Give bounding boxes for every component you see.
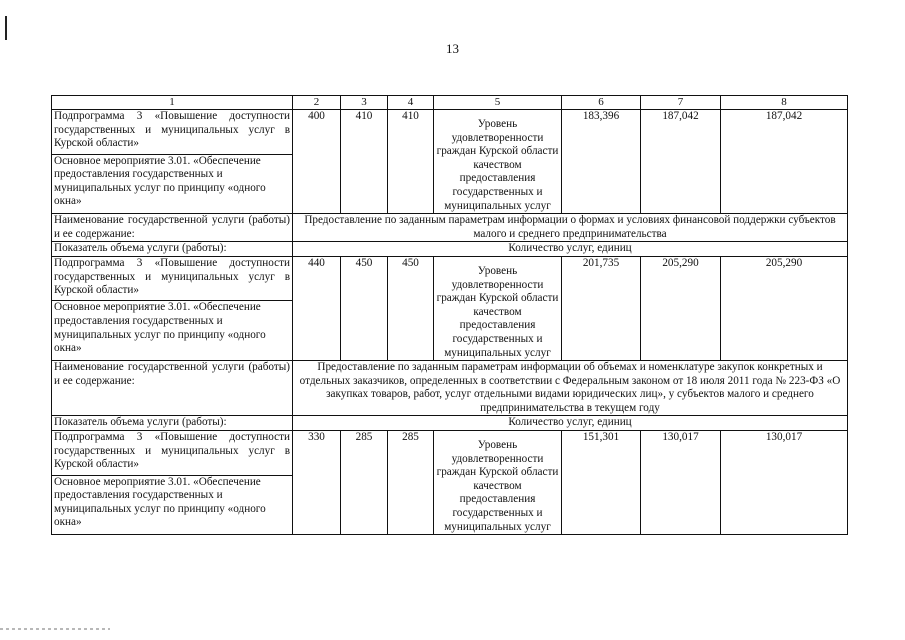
value-col-2: 440 — [293, 256, 341, 360]
col-header: 2 — [293, 96, 341, 110]
indicator-cell — [434, 256, 562, 360]
value-col-2: 330 — [293, 431, 341, 535]
scan-artifact — [0, 628, 110, 630]
subprogram-name: Подпрограмма 3 «Повышение доступности государственных и муниципальных услуг в Курской области» — [52, 110, 293, 155]
table-row — [52, 416, 848, 431]
value-col-7: 187,042 — [641, 110, 721, 214]
value-col-3: 285 — [341, 431, 388, 535]
scan-margin-mark — [5, 16, 7, 40]
volume-indicator-label: Показатель объема услуги (работы): — [52, 242, 293, 257]
indicator-text: Уровень удовлетворенности граждан Курской области качеством предоставления государственных и муниципальных услуг — [436, 264, 559, 359]
service-description: Предоставление по заданным параметрам информации о формах и условиях финансовой поддержки субъектов малого и среднего предпринимательства — [293, 214, 848, 242]
table-row — [52, 431, 848, 476]
activity-name: Основное мероприятие 3.01. «Обеспечение предоставления государственных и муниципальных услуг по принципу «одного окна» — [52, 154, 293, 214]
service-description: Предоставление по заданным параметрам информации об объемах и номенклатуре закупок конкретных и отдельных заказчиков, определенных в соответствии с Федеральным законом от 18 июля 2011 года № 223-ФЗ «О закупках товаров, работ, услуг отдельными видами юридических лиц», у субъектов малого и среднего предпринимательства в текущем году — [293, 361, 848, 416]
table-row — [52, 242, 848, 257]
value-col-4: 410 — [388, 110, 434, 214]
value-col-7: 205,290 — [641, 256, 721, 360]
indicator-text: Уровень удовлетворенности граждан Курской области качеством предоставления государственных и муниципальных услуг — [436, 118, 559, 212]
col-header: 1 — [52, 96, 293, 110]
volume-indicator-value: Количество услуг, единиц — [293, 416, 848, 431]
value-col-7: 130,017 — [641, 431, 721, 535]
table-row — [52, 256, 848, 301]
value-col-2: 400 — [293, 110, 341, 214]
value-col-8: 205,290 — [721, 256, 848, 360]
table-row — [52, 214, 848, 242]
col-header: 6 — [562, 96, 641, 110]
subprogram-name: Подпрограмма 3 «Повышение доступности государственных и муниципальных услуг в Курской области» — [52, 431, 293, 476]
indicator-text: Уровень удовлетворенности граждан Курской области качеством предоставления государственных и муниципальных услуг — [436, 439, 559, 533]
subprogram-name: Подпрограмма 3 «Повышение доступности государственных и муниципальных услуг в Курской области» — [52, 256, 293, 301]
col-header: 4 — [388, 96, 434, 110]
column-number-row — [52, 96, 848, 110]
col-header: 7 — [641, 96, 721, 110]
volume-indicator-label: Показатель объема услуги (работы): — [52, 416, 293, 431]
page-number: 13 — [446, 41, 459, 56]
activity-name: Основное мероприятие 3.01. «Обеспечение предоставления государственных и муниципальных услуг по принципу «одного окна» — [52, 301, 293, 361]
col-header: 8 — [721, 96, 848, 110]
value-col-4: 285 — [388, 431, 434, 535]
value-col-3: 450 — [341, 256, 388, 360]
program-table — [51, 95, 848, 535]
value-col-6: 183,396 — [562, 110, 641, 214]
service-name-label: Наименование государственной услуги (работы) и ее содержание: — [52, 214, 293, 242]
value-col-4: 450 — [388, 256, 434, 360]
table-row — [52, 361, 848, 416]
col-header: 5 — [434, 96, 562, 110]
value-col-6: 151,301 — [562, 431, 641, 535]
value-col-3: 410 — [341, 110, 388, 214]
col-header: 3 — [341, 96, 388, 110]
table-row — [52, 110, 848, 155]
value-col-6: 201,735 — [562, 256, 641, 360]
value-col-8: 130,017 — [721, 431, 848, 535]
volume-indicator-value: Количество услуг, единиц — [293, 242, 848, 257]
activity-name: Основное мероприятие 3.01. «Обеспечение предоставления государственных и муниципальных услуг по принципу «одного окна» — [52, 475, 293, 535]
value-col-8: 187,042 — [721, 110, 848, 214]
indicator-cell — [434, 110, 562, 214]
service-name-label: Наименование государственной услуги (работы) и ее содержание: — [52, 361, 293, 416]
indicator-cell — [434, 431, 562, 535]
